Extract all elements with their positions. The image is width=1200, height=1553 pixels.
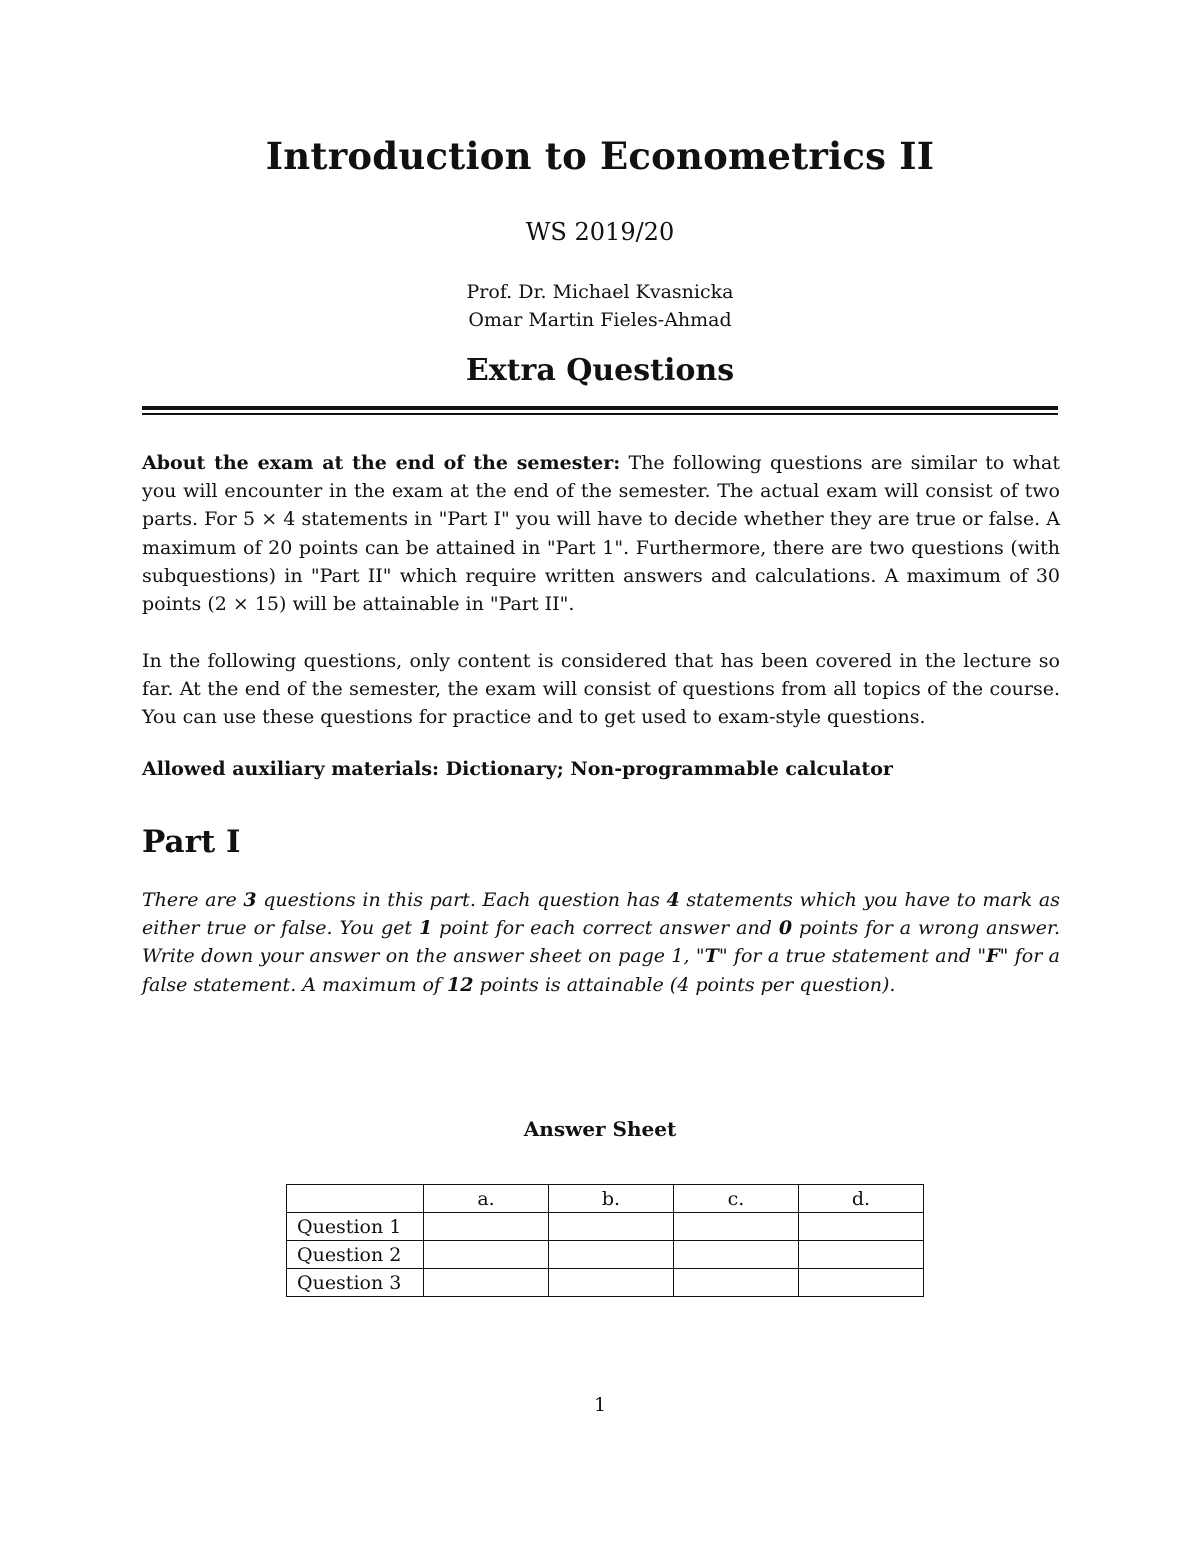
answer-sheet-heading: Answer Sheet — [523, 1117, 677, 1141]
answer-cell[interactable] — [674, 1213, 799, 1241]
answer-cell[interactable] — [549, 1241, 674, 1269]
exam-info-lead: About the exam at the end of the semester: — [142, 452, 621, 474]
answer-cell[interactable] — [549, 1213, 674, 1241]
exam-info-text: The following questions are similar to what you will encounter in the exam at the end of the semester. The actual exam will consist of two parts. For 5 × 4 statements in "Part I" you will have to decide whether they are true or false. A maximum of 20 points can be attained in "Part 1". Furthermore, there are two questions (with subquestions) in "Part II" which require written answers and calculations. A maximum of 30 points (2 × 15) will be attainable in "Part II". — [142, 452, 1060, 616]
emph-zero-points: 0 — [778, 917, 793, 940]
emph-question-count: 3 — [243, 889, 257, 911]
author-assistant: Omar Martin Fieles-Ahmad — [468, 309, 732, 331]
answer-cell[interactable] — [799, 1241, 924, 1269]
header-rule-thin — [142, 413, 1058, 415]
row-label-question-1: Question 1 — [287, 1213, 424, 1241]
document-title: Introduction to Econometrics II — [265, 134, 935, 178]
part-instructions: There are 3 questions in this part. Each question has 4 statements which you have to mark as either true or false. You get 1 point for each correct answer and 0 points for a wrong answer. Write down your answer on the answer sheet on page 1, "T" for a true statement and "F" for a false statement. A maximum of 12 points is attainable (4 points per question). — [142, 889, 1061, 996]
table-header-corner — [287, 1185, 424, 1213]
table-row — [287, 1269, 924, 1297]
answer-cell[interactable] — [674, 1241, 799, 1269]
part-heading: Part I — [142, 824, 241, 860]
answer-cell[interactable] — [424, 1269, 549, 1297]
emph-false-mark: F — [986, 945, 1000, 968]
semester-label: WS 2019/20 — [525, 218, 675, 246]
column-header-a: a. — [424, 1185, 549, 1213]
answer-cell[interactable] — [674, 1269, 799, 1297]
row-label-question-2: Question 2 — [287, 1241, 424, 1269]
row-label-question-3: Question 3 — [287, 1269, 424, 1297]
table-row — [287, 1241, 924, 1269]
answer-cell[interactable] — [799, 1213, 924, 1241]
column-header-d: d. — [799, 1185, 924, 1213]
emph-true-mark: T — [704, 945, 719, 968]
content-scope-paragraph: In the following questions, only content is considered that has been covered in the lecture so far. At the end of the semester, the exam will consist of questions from all topics of the course. You can use these questions for practice and to get used to exam-style questions. — [142, 650, 1060, 729]
table-header-row — [287, 1185, 924, 1213]
emph-max-points: 12 — [447, 973, 474, 996]
exam-info-paragraph — [142, 449, 1060, 618]
answer-cell[interactable] — [424, 1241, 549, 1269]
column-header-c: c. — [674, 1185, 799, 1213]
column-header-b: b. — [549, 1185, 674, 1213]
document-subtitle: Extra Questions — [465, 353, 735, 388]
emph-one-point: 1 — [419, 917, 433, 940]
answer-cell[interactable] — [549, 1269, 674, 1297]
answer-cell[interactable] — [799, 1269, 924, 1297]
table-row — [287, 1213, 924, 1241]
allowed-materials: Allowed auxiliary materials: Dictionary; Non-programmable calculator — [142, 758, 893, 780]
answer-sheet-table — [286, 1184, 924, 1297]
page-number: 1 — [593, 1394, 607, 1416]
emph-statement-count: 4 — [666, 889, 680, 911]
header-rule-thick — [142, 406, 1058, 410]
answer-cell[interactable] — [424, 1213, 549, 1241]
author-professor: Prof. Dr. Michael Kvasnicka — [466, 281, 734, 303]
